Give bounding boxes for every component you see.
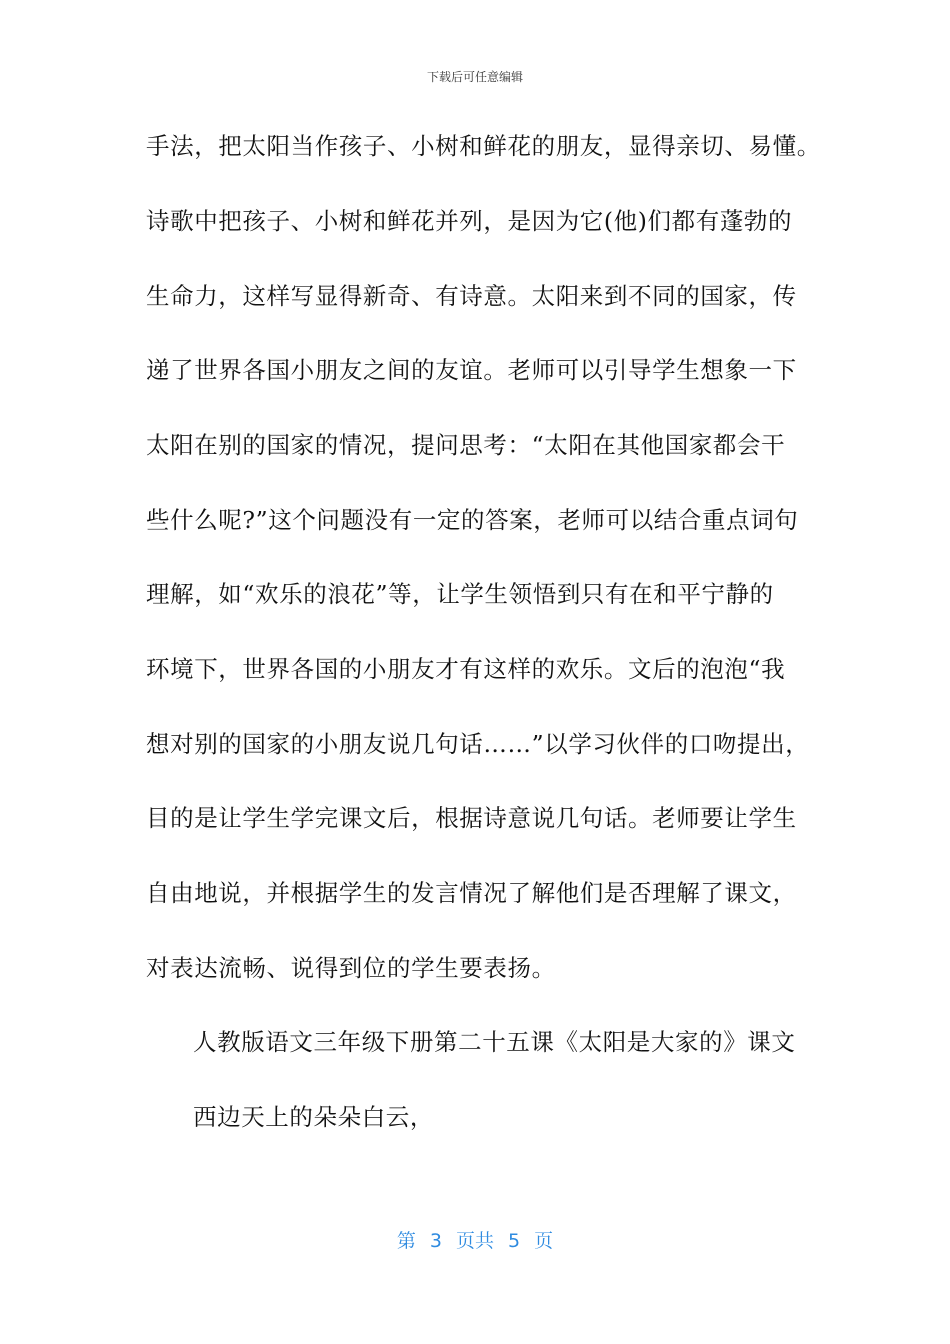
section-heading: 人教版语文三年级下册第二十五课《太阳是大家的》课文 [193,1028,796,1056]
paragraph-line: 生命力，这样写显得新奇、有诗意。太阳来到不同的国家，传 [146,282,797,310]
paragraph-line: 想对别的国家的小朋友说几句话……”以学习伙伴的口吻提出， [146,730,810,758]
page-header-note: 下载后可任意编辑 [426,70,523,84]
paragraph-line: 些什么呢?”这个问题没有一定的答案，老师可以结合重点词句 [146,506,799,534]
total-pages-number: 5 [508,1230,521,1252]
paragraph-line: 诗歌中把孩子、小树和鲜花并列，是因为它(他)们都有蓬勃的 [146,207,793,235]
footer-middle: 页共 [455,1230,494,1252]
poem-line: 西边天上的朵朵白云， [193,1103,434,1131]
footer-prefix: 第 [396,1230,416,1252]
paragraph-line: 太阳在别的国家的情况，提问思考：“太阳在其他国家都会干 [146,431,786,459]
paragraph-line: 递了世界各国小朋友之间的友谊。老师可以引导学生想象一下 [146,356,797,384]
paragraph-line: 理解，如“欢乐的浪花”等，让学生领悟到只有在和平宁静的 [146,580,774,608]
current-page-number: 3 [429,1230,442,1252]
page-number-footer [0,1226,950,1253]
paragraph-line: 对表达流畅、说得到位的学生要表扬。 [146,954,556,982]
footer-suffix: 页 [534,1230,554,1252]
paragraph-line: 手法，把太阳当作孩子、小树和鲜花的朋友，显得亲切、易懂。 [146,132,821,160]
paragraph-line: 自由地说，并根据学生的发言情况了解他们是否理解了课文， [146,879,797,907]
paragraph-line: 目的是让学生学完课文后，根据诗意说几句话。老师要让学生 [146,804,797,832]
paragraph-line: 环境下，世界各国的小朋友才有这样的欢乐。文后的泡泡“我 [146,655,786,683]
